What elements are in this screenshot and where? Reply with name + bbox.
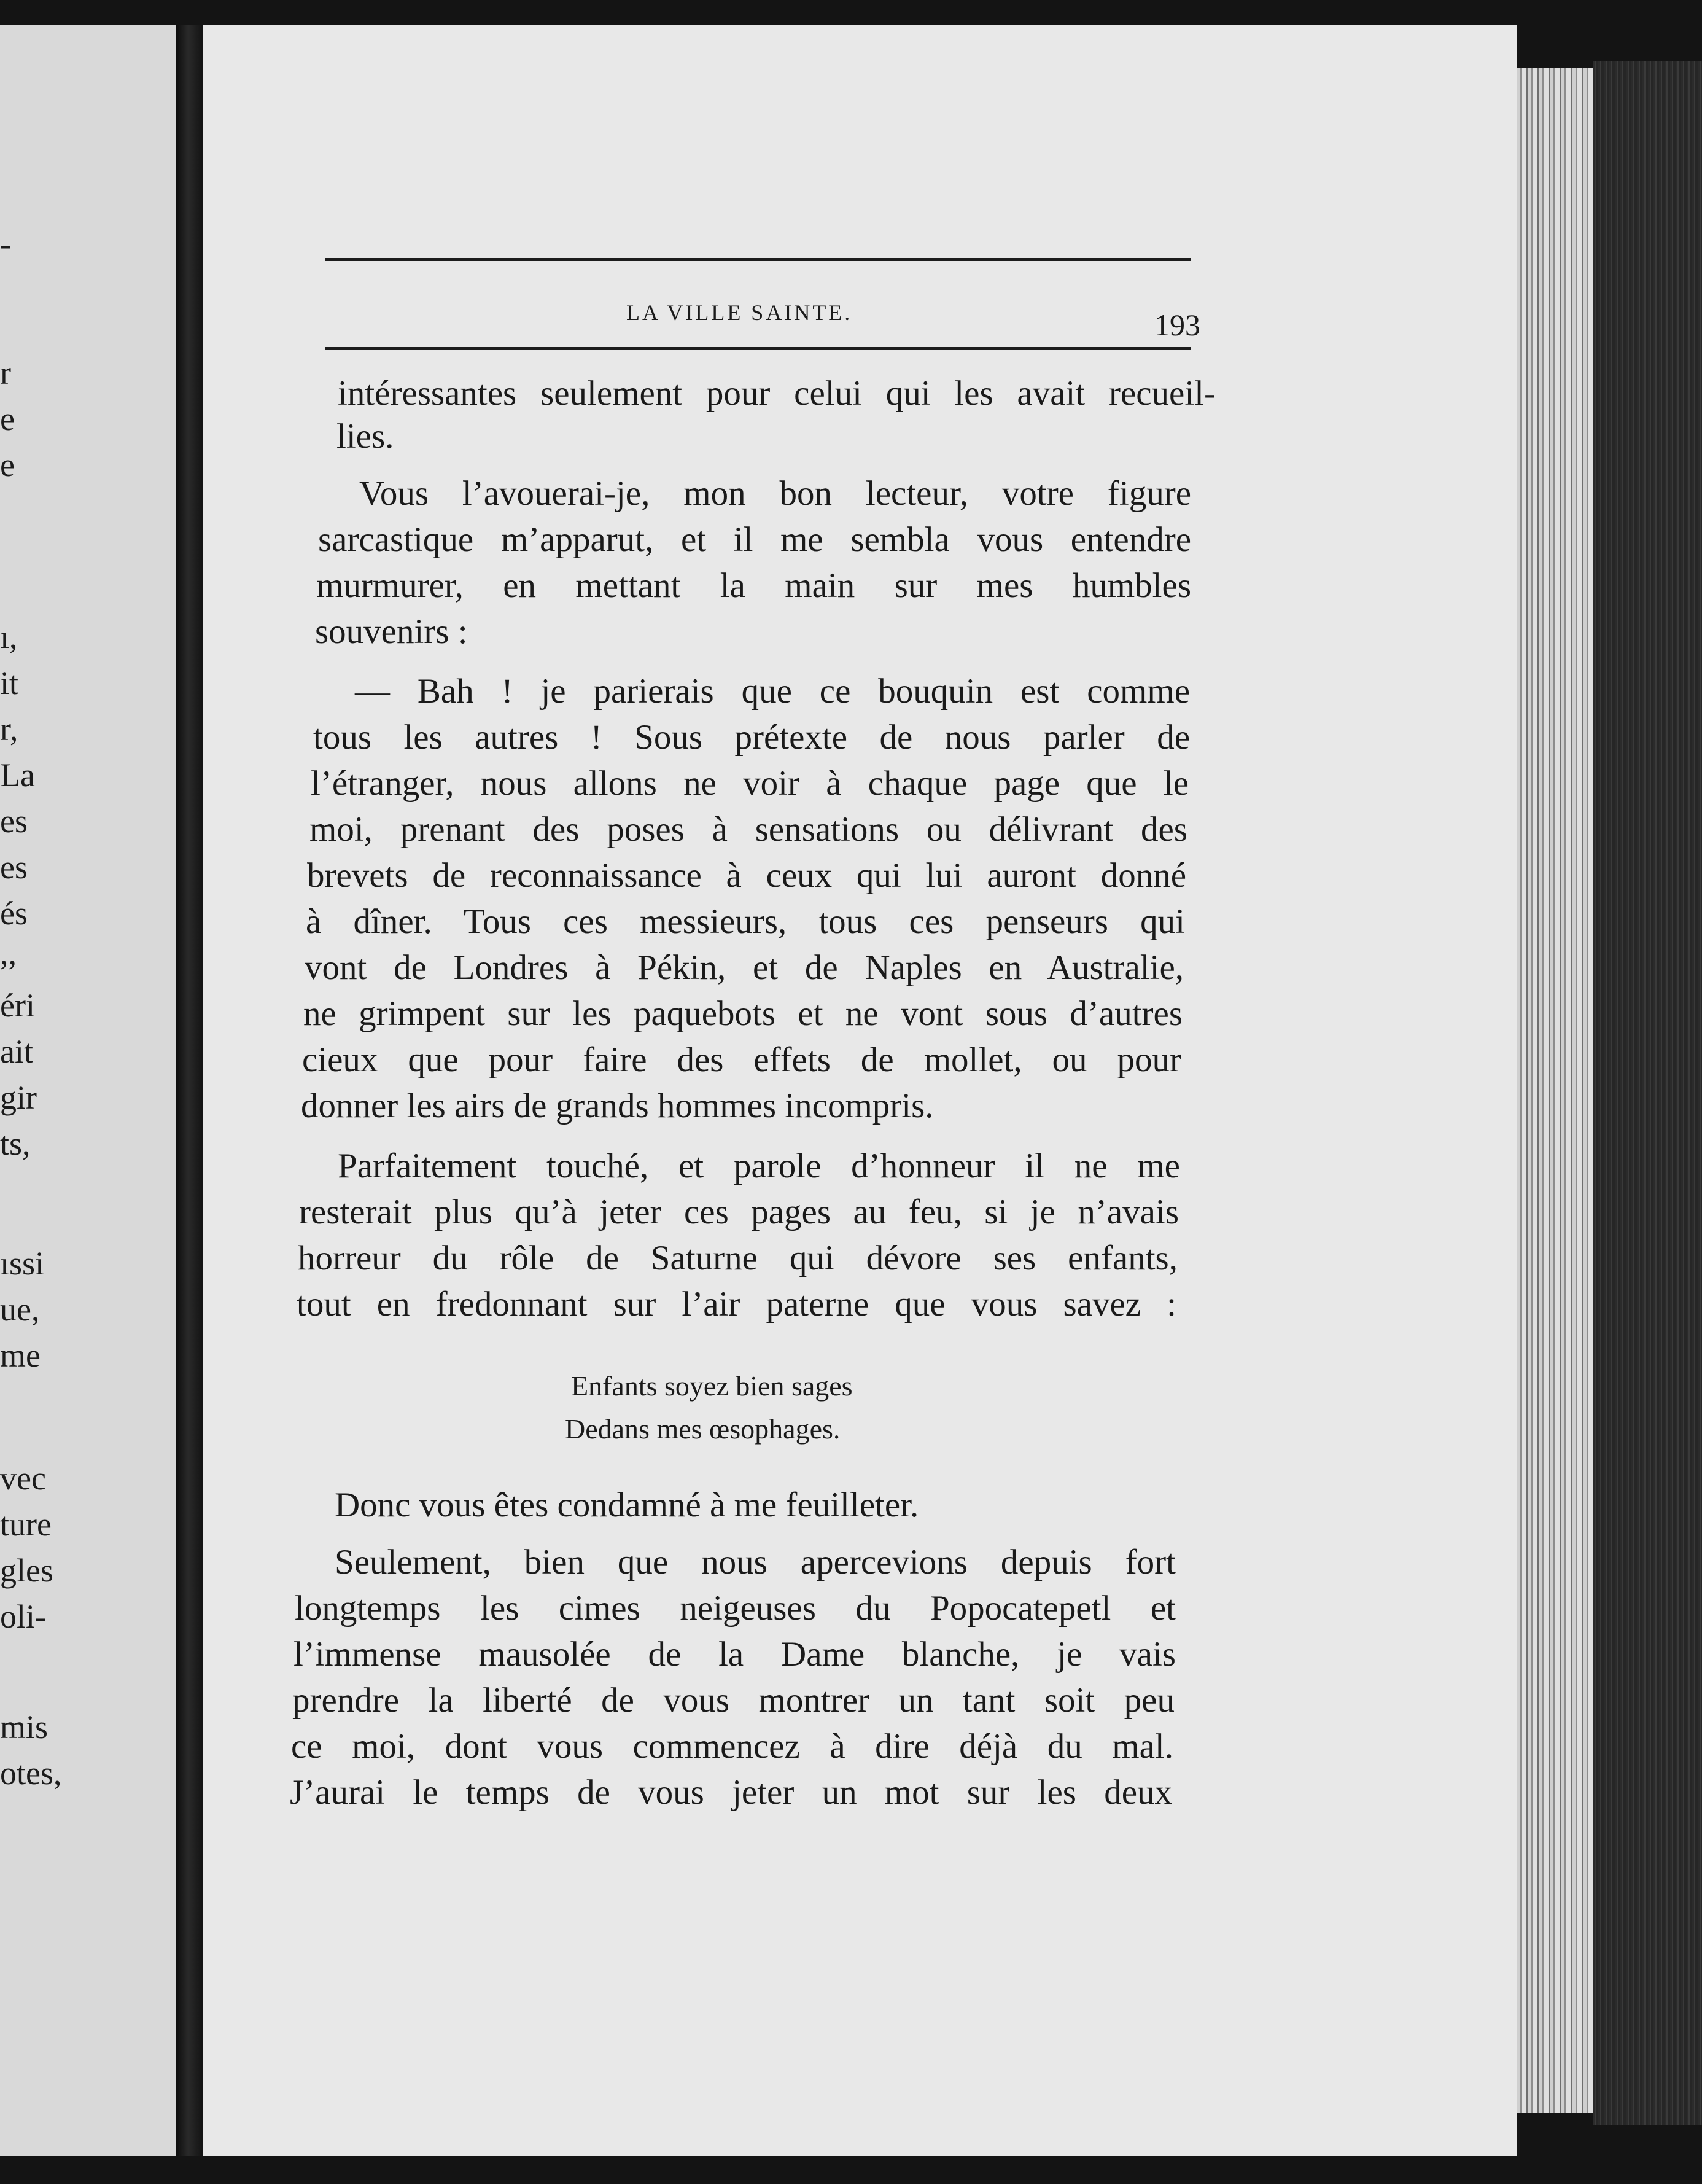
text-line: J’aurai le temps de vous jeter un mot sur les deux xyxy=(290,1773,1172,1812)
text-line: brevets de reconnaissance à ceux qui lui auront donné xyxy=(307,856,1186,895)
left-page-fragment: oli- xyxy=(0,1598,46,1635)
text-line: moi, prenant des poses à sensations ou délivrant des xyxy=(309,810,1187,849)
left-page-fragment: it xyxy=(0,665,19,701)
left-page-fragment: e xyxy=(0,447,15,483)
left-page-fragment: otes, xyxy=(0,1755,62,1792)
left-page-fragment: es xyxy=(0,803,28,840)
text-line: — Bah ! je parierais que ce bouquin est comme xyxy=(355,672,1190,711)
book-gutter xyxy=(176,25,204,2156)
left-page-fragment: éri xyxy=(0,987,35,1024)
text-line: Donc vous êtes condamné à me feuilleter. xyxy=(335,1486,919,1524)
left-page-fragment: vec xyxy=(0,1460,46,1497)
left-page-fragment: és xyxy=(0,895,28,932)
left-page-fragment: ıssi xyxy=(0,1245,45,1282)
left-page-fragment: mis xyxy=(0,1709,49,1745)
left-page-fragment: ,, xyxy=(0,935,17,972)
text-line: tout en fredonnant sur l’air paterne que vous savez : xyxy=(297,1285,1176,1324)
left-page-fragment: me xyxy=(0,1337,41,1374)
text-line: resterait plus qu’à jeter ces pages au feu, si je n’avais xyxy=(299,1193,1179,1231)
left-page-fragment: ue, xyxy=(0,1291,40,1328)
text-line: horreur du rôle de Saturne qui dévore ses enfants, xyxy=(298,1239,1178,1277)
left-page-fragment: La xyxy=(0,757,35,794)
running-title: LA VILLE SAINTE. xyxy=(626,300,853,325)
text-line: donner les airs de grands hommes incompris. xyxy=(301,1086,934,1125)
text-line: ne grimpent sur les paquebots et ne vont sous d’autres xyxy=(303,994,1183,1033)
left-page-fragment: ture xyxy=(0,1506,52,1543)
text-line: cieux que pour faire des effets de mollet, ou pour xyxy=(302,1040,1181,1079)
header-rule-bottom xyxy=(325,347,1191,350)
text-line: murmurer, en mettant la main sur mes humbles xyxy=(316,566,1191,605)
page-edges xyxy=(1517,68,1593,2113)
left-page-fragment: - xyxy=(0,225,11,262)
verse-line: Enfants soyez bien sages xyxy=(571,1370,853,1402)
book-cover-edge xyxy=(1593,61,1702,2125)
verse-line: Dedans mes œsophages. xyxy=(565,1413,841,1445)
text-line: Vous l’avouerai-je, mon bon lecteur, votre figure xyxy=(359,474,1191,513)
text-line: longtemps les cimes neigeuses du Popocatepetl et xyxy=(295,1589,1176,1628)
text-line: ce moi, dont vous commencez à dire déjà du mal. xyxy=(291,1727,1173,1766)
left-page-fragment: ı, xyxy=(0,618,18,655)
text-line: sarcastique m’apparut, et il me sembla vous entendre xyxy=(318,520,1191,559)
text-line: l’étranger, nous allons ne voir à chaque page que le xyxy=(311,764,1189,803)
left-page-fragment: e xyxy=(0,400,15,437)
left-page-fragment: ait xyxy=(0,1033,33,1070)
text-line: vont de Londres à Pékin, et de Naples en Australie, xyxy=(305,948,1184,987)
text-line: Seulement, bien que nous apercevions depuis fort xyxy=(335,1543,1176,1581)
header-rule-top xyxy=(325,258,1191,261)
text-line: Parfaitement touché, et parole d’honneur il ne me xyxy=(338,1147,1180,1185)
text-line: souvenirs : xyxy=(315,612,468,651)
text-line: prendre la liberté de vous montrer un tant soit peu xyxy=(292,1681,1175,1720)
left-page-fragment: gir xyxy=(0,1079,37,1116)
left-page-fragment: gles xyxy=(0,1552,53,1589)
text-line: l’immense mausolée de la Dame blanche, je vais xyxy=(293,1635,1176,1674)
text-line: à dîner. Tous ces messieurs, tous ces penseurs qui xyxy=(306,902,1185,941)
text-line: tous les autres ! Sous prétexte de nous parler de xyxy=(313,718,1190,757)
left-page-fragment: r, xyxy=(0,711,18,747)
text-line: intéressantes seulement pour celui qui les avait recueil- xyxy=(338,374,1216,413)
left-page-fragment: es xyxy=(0,849,28,886)
left-page-fragment: ts, xyxy=(0,1125,31,1162)
left-page-fragment: r xyxy=(0,354,11,391)
page-number: 193 xyxy=(1154,308,1200,342)
text-line: lies. xyxy=(336,417,394,456)
